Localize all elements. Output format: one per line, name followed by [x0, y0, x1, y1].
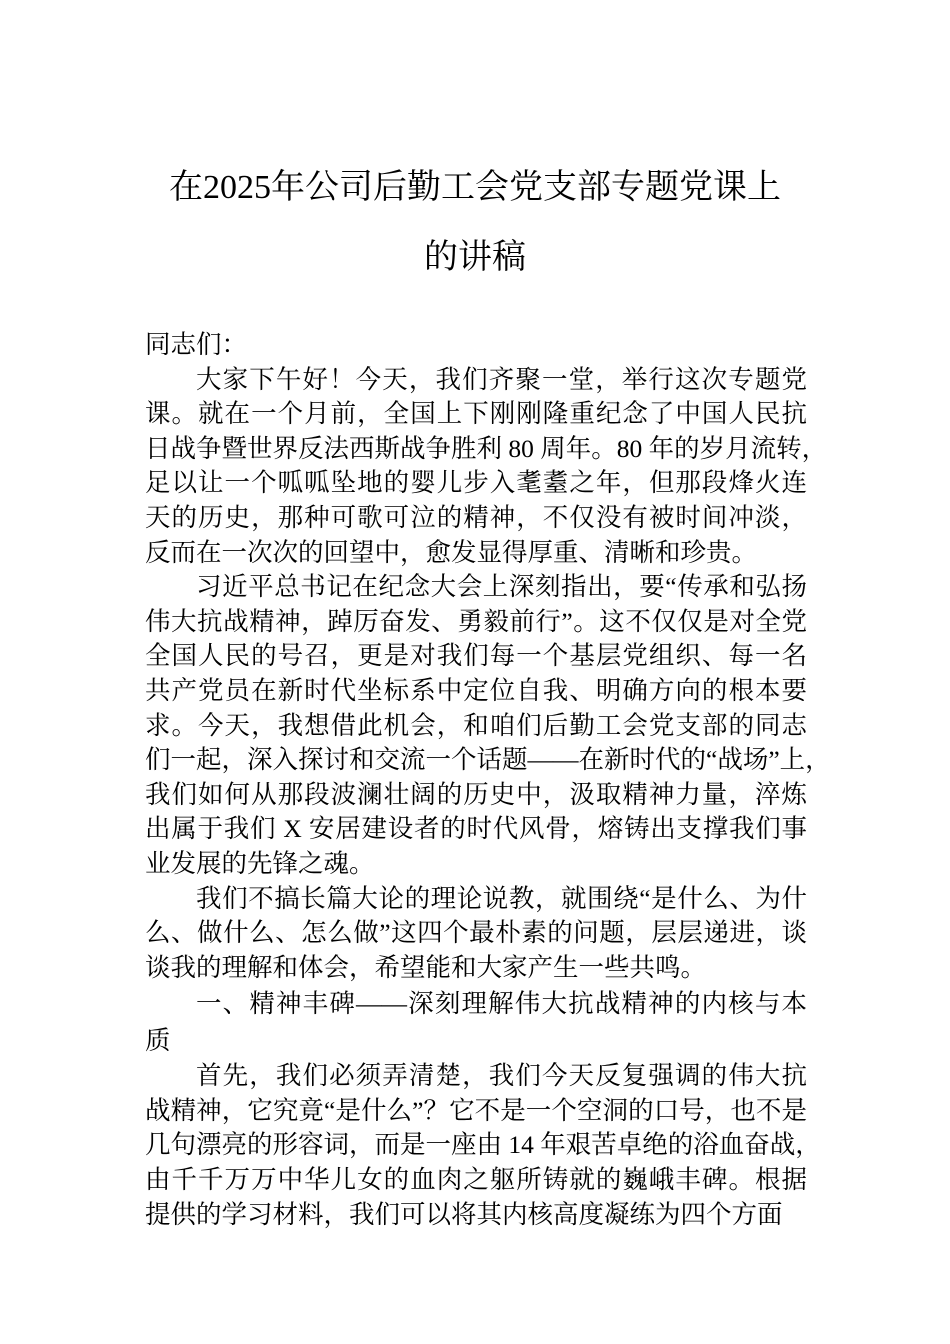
text-line: 习近平总书记在纪念大会上深刻指出，要“传承和弘扬 — [196, 572, 807, 602]
text-line: 出属于我们 X 安居建设者的时代风骨，熔铸出支撑我们事 — [145, 814, 807, 844]
text-line: 们一起，深入探讨和交流一个话题——在新时代的“战场”上， — [145, 745, 831, 775]
text-line: 我们如何从那段波澜壮阔的历史中，汲取精神力量，淬炼 — [145, 779, 807, 809]
text-line: 足以让一个呱呱坠地的婴儿步入耄耋之年，但那段烽火连 — [145, 468, 807, 498]
text-line: 天的历史，那种可歌可泣的精神，不仅没有被时间冲淡， — [145, 502, 807, 532]
text-line: 课。就在一个月前，全国上下刚刚隆重纪念了中国人民抗 — [145, 399, 807, 429]
paragraph — [145, 1059, 821, 1232]
title-line: 在2025年公司后勤工会党支部专题党课上 — [169, 169, 781, 206]
text-line: 几句漂亮的形容词，而是一座由 14 年艰苦卓绝的浴血奋战， — [145, 1130, 821, 1160]
paragraph — [145, 363, 828, 571]
text-line: 战精神，它究竟“是什么”？它不是一个空洞的口号，也不是 — [145, 1095, 807, 1125]
text-line: 求。今天，我想借此机会，和咱们后勤工会党支部的同志 — [145, 710, 807, 740]
paragraph — [145, 882, 807, 986]
text-line: 么、做什么、怎么做”这四个最朴素的问题，层层递进，谈 — [145, 918, 807, 948]
document-title — [0, 153, 950, 293]
text-line: 业发展的先锋之魂。 — [145, 848, 375, 878]
text-line: 一、精神丰碑——深刻理解伟大抗战精神的内核与本 — [196, 989, 807, 1019]
text-line: 日战争暨世界反法西斯战争胜利 80 周年。80 年的岁月流转， — [145, 433, 828, 463]
text-line: 反而在一次次的回望中，愈发显得厚重、清晰和珍贵。 — [145, 537, 758, 567]
salutation: 同志们： — [145, 330, 248, 359]
text-line: 由千千万万中华儿女的血肉之躯所铸就的巍峨丰碑。根据 — [145, 1165, 807, 1195]
section-heading — [145, 985, 807, 1059]
text-line: 提供的学习材料，我们可以将其内核高度凝练为四个方面 — [145, 1199, 783, 1229]
text-line: 共产党员在新时代坐标系中定位自我、明确方向的根本要 — [145, 675, 807, 705]
text-line: 伟大抗战精神，踔厉奋发、勇毅前行”。这不仅仅是对全党 — [145, 606, 807, 636]
title-line: 的讲稿 — [424, 239, 526, 276]
text-line: 大家下午好！今天，我们齐聚一堂，举行这次专题党 — [196, 364, 807, 394]
text-line: 我们不搞长篇大论的理论说教，就围绕“是什么、为什 — [196, 883, 807, 913]
text-line: 质 — [145, 1026, 171, 1056]
text-line: 首先，我们必须弄清楚，我们今天反复强调的伟大抗 — [196, 1061, 807, 1091]
text-line: 全国人民的号召，更是对我们每一个基层党组织、每一名 — [145, 641, 807, 671]
text-line: 谈我的理解和体会，希望能和大家产生一些共鸣。 — [145, 952, 707, 982]
paragraph — [145, 570, 831, 881]
document-body — [145, 328, 831, 1232]
